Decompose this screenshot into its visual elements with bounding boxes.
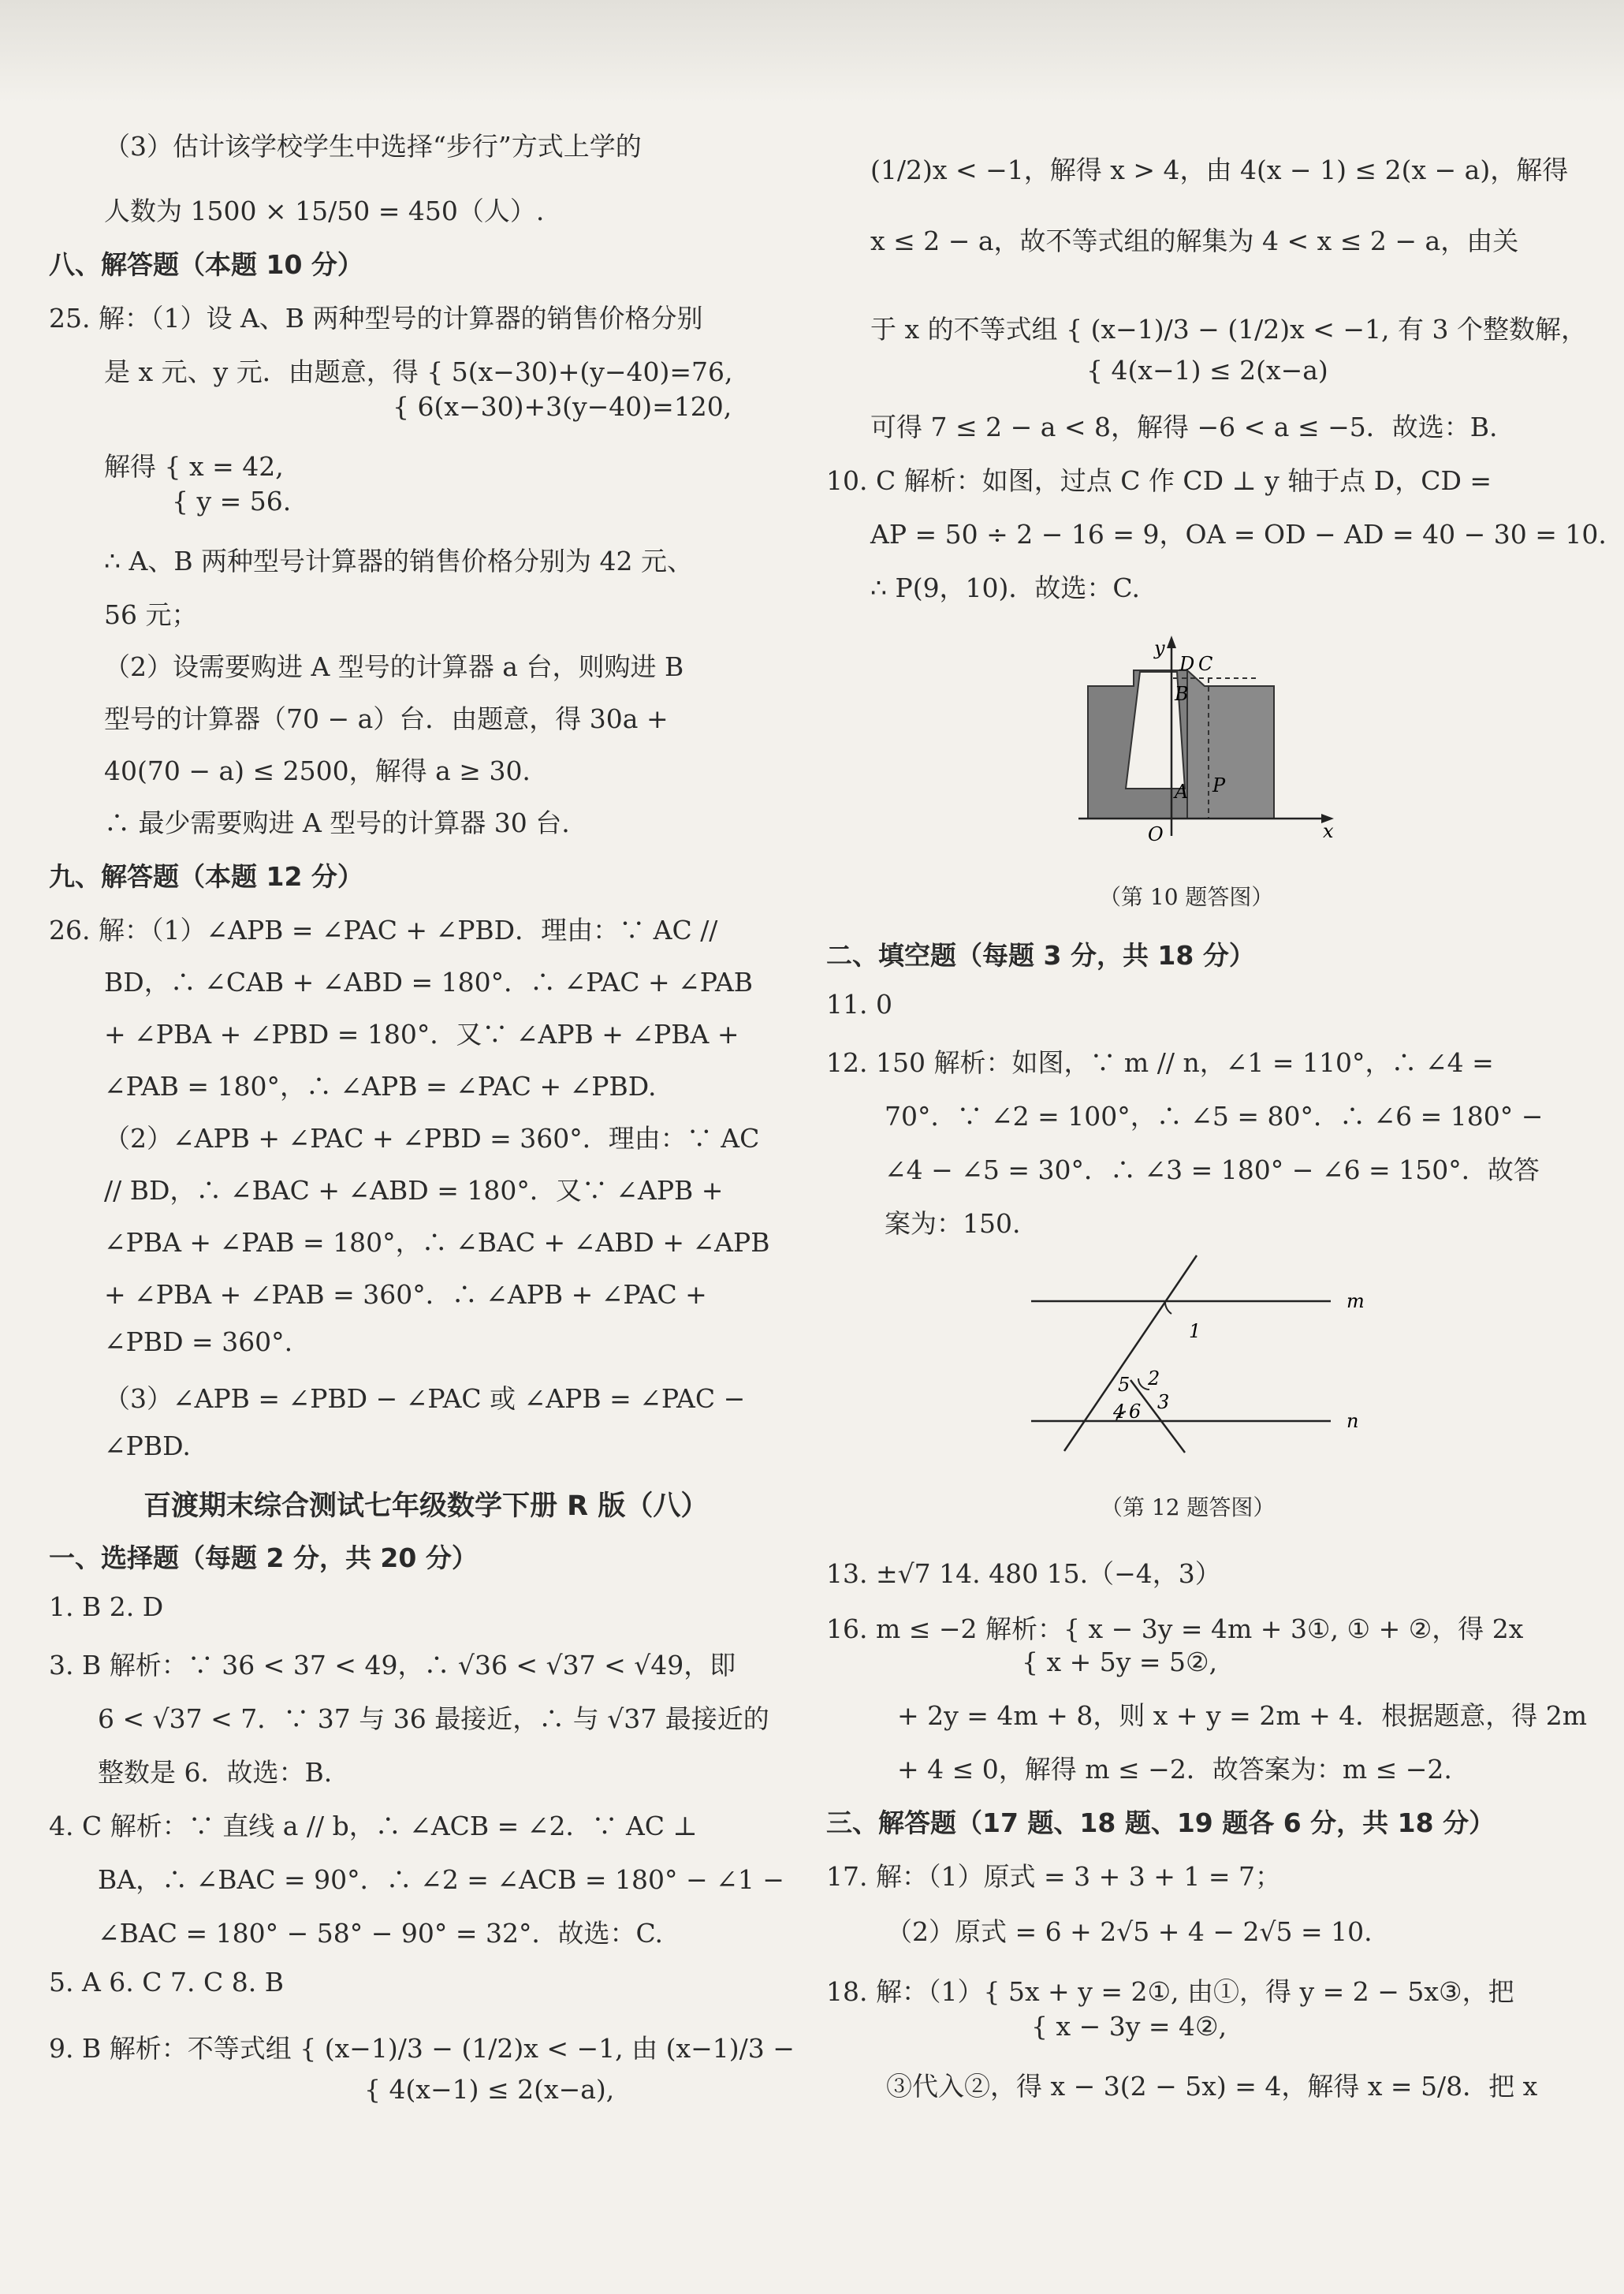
text-line: (1/2)x < −1，解得 x > 4，由 4(x − 1) ≤ 2(x − a)，解得 <box>870 155 1569 185</box>
text-line: 56 元； <box>104 599 198 630</box>
text-line: ③代入②，得 x − 3(2 − 5x) = 4，解得 x = 5/8．把 x <box>886 2071 1538 2102</box>
angle-4: 4 <box>1113 1401 1126 1423</box>
text-line: 11. 0 <box>826 989 892 1020</box>
text-line: ∠PBA + ∠PAB = 180°，∴ ∠BAC + ∠ABD + ∠APB <box>104 1227 770 1258</box>
text-line: ∴ A、B 两种型号计算器的销售价格分别为 42 元、 <box>104 546 694 576</box>
text-line: 9. B 解析：不等式组 { (x−1)/3 − (1/2)x < −1, 由 (x−1)/3 − <box>49 2033 795 2064</box>
text-line: { 4(x−1) ≤ 2(x−a), <box>364 2074 615 2105</box>
text-line: 解得 { x = 42, <box>104 451 284 482</box>
section-heading: 二、填空题（每题 3 分，共 18 分） <box>826 940 1255 971</box>
text-line: （2）设需要购进 A 型号的计算器 a 台，则购进 B <box>104 651 684 682</box>
text-line: { 6(x−30)+3(y−40)=120, <box>393 391 732 422</box>
text-line: BD，∴ ∠CAB + ∠ABD = 180°．∴ ∠PAC + ∠PAB <box>104 967 754 998</box>
text-line: x ≤ 2 − a，故不等式组的解集为 4 < x ≤ 2 − a，由关 <box>870 226 1519 256</box>
text-line: 17. 解：（1）原式 = 3 + 3 + 1 = 7； <box>826 1861 1281 1892</box>
figure-10-diagram <box>1071 631 1339 844</box>
text-line: 可得 7 ≤ 2 − a < 8，解得 −6 < a ≤ −5．故选：B. <box>870 412 1498 442</box>
label-p: P <box>1212 774 1226 796</box>
text-line: 70°．∵ ∠2 = 100°，∴ ∠5 = 80°．∴ ∠6 = 180° − <box>885 1101 1544 1132</box>
text-line: （2）原式 = 6 + 2√5 + 4 − 2√5 = 10. <box>886 1916 1373 1947</box>
section-heading: 一、选择题（每题 2 分，共 20 分） <box>49 1542 478 1573</box>
text-line: 5. A 6. C 7. C 8. B <box>49 1967 284 1997</box>
text-line: 16. m ≤ −2 解析：{ x − 3y = 4m + 3①, ① + ②，得 2x <box>826 1613 1524 1644</box>
text-line: 案为：150. <box>885 1208 1021 1239</box>
text-line: AP = 50 ÷ 2 − 16 = 9，OA = OD − AD = 40 − 30 = 10. <box>870 519 1607 550</box>
text-line: （3）∠APB = ∠PBD − ∠PAC 或 ∠APB = ∠PAC − <box>104 1383 746 1414</box>
text-line: ∠BAC = 180° − 58° − 90° = 32°．故选：C. <box>98 1918 664 1949</box>
text-line: 13. ±√7 14. 480 15.（−4，3） <box>826 1558 1221 1589</box>
text-line: { 4(x−1) ≤ 2(x−a) <box>1086 355 1328 386</box>
text-line: 1. B 2. D <box>49 1591 164 1622</box>
label-m: m <box>1347 1290 1365 1312</box>
text-line: { x − 3y = 4②, <box>1031 2011 1227 2042</box>
text-line: BA，∴ ∠BAC = 90°．∴ ∠2 = ∠ACB = 180° − ∠1 − <box>98 1864 784 1895</box>
text-line: ∴ P(9，10)．故选：C. <box>870 573 1140 603</box>
label-n: n <box>1347 1410 1359 1432</box>
label-a: A <box>1175 781 1189 803</box>
label-d: D <box>1179 653 1195 675</box>
text-line: ∠PBD = 360°. <box>104 1326 293 1357</box>
angle-5: 5 <box>1118 1374 1130 1396</box>
text-line: 整数是 6．故选：B. <box>98 1757 333 1788</box>
text-line: ∠4 − ∠5 = 30°．∴ ∠3 = 180° − ∠6 = 150°．故答 <box>885 1154 1540 1185</box>
section-heading: 三、解答题（17 题、18 题、19 题各 6 分，共 18 分） <box>826 1807 1495 1838</box>
text-line: 12. 150 解析：如图，∵ m // n，∠1 = 110°，∴ ∠4 = <box>826 1047 1494 1078</box>
text-line: 4. C 解析：∵ 直线 a // b，∴ ∠ACB = ∠2．∵ AC ⊥ <box>49 1811 698 1841</box>
text-line: 于 x 的不等式组 { (x−1)/3 − (1/2)x < −1, 有 3 个整数解， <box>870 314 1588 345</box>
text-line: 6 < √37 < 7．∵ 37 与 36 最接近，∴ 与 √37 最接近的 <box>98 1703 769 1734</box>
shaded-region-right <box>1187 670 1274 819</box>
figure-10-caption: （第 10 题答图） <box>1099 884 1274 910</box>
figure-12-diagram <box>1023 1246 1386 1459</box>
text-line: 型号的计算器（70 − a）台．由题意，得 30a + <box>104 703 669 734</box>
text-line: + 2y = 4m + 8，则 x + y = 2m + 4．根据题意，得 2m <box>897 1700 1588 1731</box>
text-line: 18. 解：（1）{ 5x + y = 2①, 由①，得 y = 2 − 5x③，把 <box>826 1976 1514 2007</box>
text-line: 25. 解：（1）设 A、B 两种型号的计算器的销售价格分别 <box>49 303 703 334</box>
text-line: + 4 ≤ 0，解得 m ≤ −2．故答案为：m ≤ −2. <box>897 1754 1452 1785</box>
text-line: + ∠PBA + ∠PBD = 180°．又∵ ∠APB + ∠PBA + <box>104 1019 739 1050</box>
text-line: 40(70 − a) ≤ 2500，解得 a ≥ 30. <box>104 755 531 786</box>
section-heading: 九、解答题（本题 12 分） <box>49 861 363 892</box>
label-c: C <box>1198 653 1213 675</box>
text-line: 是 x 元、y 元．由题意，得 { 5(x−30)+(y−40)=76, <box>104 356 733 387</box>
label-b: B <box>1175 683 1189 705</box>
label-x: x <box>1323 820 1334 842</box>
figure-10 <box>1071 631 1339 844</box>
text-line: { x + 5y = 5②, <box>1022 1647 1218 1677</box>
angle-1: 1 <box>1189 1320 1201 1342</box>
text-line: ∠PAB = 180°，∴ ∠APB = ∠PAC + ∠PBD. <box>104 1071 657 1102</box>
text-line: ∠PBD. <box>104 1430 191 1461</box>
text-line: （3）估计该学校学生中选择“步行”方式上学的 <box>104 131 642 162</box>
text-line: 3. B 解析：∵ 36 < 37 < 49，∴ √36 < √37 < √49，即 <box>49 1650 736 1680</box>
text-line: 26. 解：（1）∠APB = ∠PAC + ∠PBD．理由：∵ AC // <box>49 915 718 946</box>
label-o: O <box>1148 823 1164 844</box>
text-line: ∴ 最少需要购进 A 型号的计算器 30 台. <box>104 808 570 838</box>
text-line: + ∠PBA + ∠PAB = 360°．∴ ∠APB + ∠PAC + <box>104 1279 707 1310</box>
section-title: 百渡期末综合测试七年级数学下册 R 版（八） <box>143 1490 709 1522</box>
angle-arc <box>1165 1301 1171 1314</box>
section-heading: 八、解答题（本题 10 分） <box>49 249 363 280</box>
angle-3: 3 <box>1157 1391 1170 1413</box>
figure-12-caption: （第 12 题答图） <box>1101 1494 1276 1520</box>
page-top-edge <box>0 0 1624 103</box>
y-axis-arrow-icon <box>1167 636 1176 648</box>
text-line: 10. C 解析：如图，过点 C 作 CD ⊥ y 轴于点 D，CD = <box>826 465 1492 496</box>
label-y: y <box>1154 637 1165 659</box>
text-line: // BD，∴ ∠BAC + ∠ABD = 180°．又∵ ∠APB + <box>104 1175 724 1206</box>
text-line: （2）∠APB + ∠PAC + ∠PBD = 360°．理由：∵ AC <box>104 1123 760 1154</box>
text-line: { y = 56. <box>172 486 292 517</box>
figure-12 <box>1023 1246 1386 1459</box>
angle-6: 6 <box>1129 1401 1142 1423</box>
text-line: 人数为 1500 × 15/50 = 450（人）. <box>104 196 545 226</box>
angle-2: 2 <box>1148 1367 1160 1389</box>
